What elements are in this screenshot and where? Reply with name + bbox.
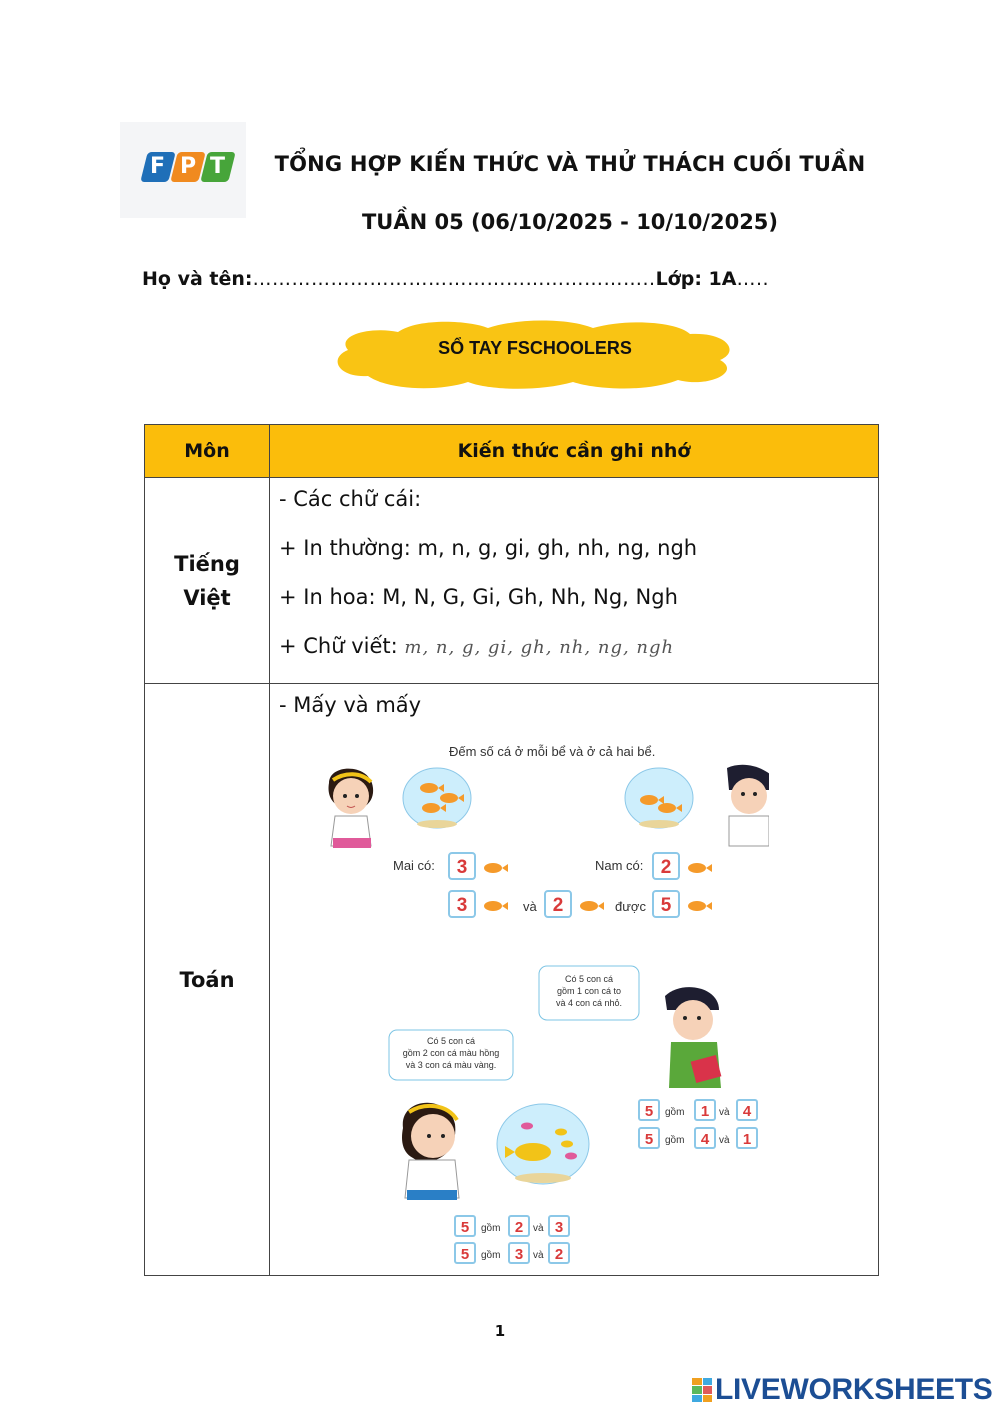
eq-num: 3	[514, 1246, 524, 1263]
fpt-logo	[120, 122, 246, 218]
page-number: 1	[494, 1322, 506, 1340]
sum-a: 3	[456, 895, 468, 916]
eq-va: và	[533, 1223, 544, 1234]
content-line: + In thường: m, n, g, gi, gh, nh, ng, ngh	[279, 536, 698, 560]
fish-bowl-left-icon	[403, 768, 471, 828]
eq-num: 5	[460, 1246, 470, 1263]
illus-caption: Đếm số cá ở mỗi bể và ở cả hai bể.	[449, 744, 656, 759]
small-fish-icon	[688, 863, 712, 873]
banner-label: SỔ TAY FSCHOOLERS	[438, 338, 632, 358]
bubble-girl-line: gồm 2 con cá màu hồng	[402, 1048, 500, 1058]
eq-gom: gồm	[481, 1223, 501, 1234]
small-fish-icon	[580, 901, 604, 911]
boy-equations	[639, 1100, 757, 1148]
page-title: TỔNG HỢP KIẾN THỨC VÀ THỬ THÁCH CUỐI TUẦN	[274, 152, 866, 176]
table-row-toan	[145, 684, 879, 1276]
content-line: - Các chữ cái:	[279, 487, 422, 511]
content-line-script	[279, 631, 870, 680]
content-line: + In hoa: M, N, G, Gi, Gh, Nh, Ng, Ngh	[279, 585, 678, 609]
subject-toan: Toán	[145, 684, 270, 1276]
fish-bowl-big-icon	[497, 1104, 589, 1184]
knowledge-table	[144, 424, 879, 1276]
nam-label: Nam có:	[595, 858, 644, 873]
mai-label: Mai có:	[393, 858, 435, 873]
eq-va: và	[719, 1135, 730, 1146]
eq-va: và	[533, 1250, 544, 1261]
eq-num: 4	[742, 1103, 752, 1120]
bubble-boy-line: Có 5 con cá	[564, 974, 614, 984]
boy-with-book-icon	[665, 987, 721, 1088]
liveworksheets-logo	[692, 1373, 993, 1407]
small-fish-icon	[688, 901, 712, 911]
table-row-tieng-viet	[145, 478, 879, 684]
eq-num: 5	[644, 1131, 654, 1148]
eq-num: 5	[644, 1103, 654, 1120]
eq-num: 3	[554, 1219, 564, 1236]
small-fish-icon	[484, 901, 508, 911]
eq-num: 4	[700, 1131, 710, 1148]
content-line: - Mấy và mấy	[279, 693, 422, 717]
liveworksheets-icon	[692, 1378, 712, 1402]
class-label: Lớp: 1A	[655, 268, 737, 290]
sum-and: và	[523, 899, 537, 914]
illustration-art	[309, 728, 769, 1268]
content-toan	[270, 684, 879, 1276]
eq-num: 2	[514, 1219, 524, 1236]
girl-thinking-icon	[402, 1103, 459, 1200]
fish-bowl-right-icon	[625, 768, 693, 828]
bubble-girl-line: và 3 con cá màu vàng.	[405, 1060, 497, 1070]
bubble-boy-line: và 4 con cá nhỏ.	[555, 998, 623, 1008]
mai-count: 3	[456, 857, 468, 878]
eq-gom: gồm	[665, 1135, 685, 1146]
content-tieng-viet	[270, 478, 879, 684]
name-field[interactable]: ……………………………………………………..	[252, 268, 656, 290]
table-header-row	[145, 425, 879, 478]
eq-num: 5	[460, 1219, 470, 1236]
subject-line: Tiếng	[174, 551, 240, 576]
eq-va: và	[719, 1107, 730, 1118]
logo-letter-t: T	[200, 152, 235, 182]
subject-tieng-viet	[145, 478, 270, 684]
sum-total: 5	[660, 895, 672, 916]
eq-num: 2	[554, 1246, 564, 1263]
math-illustration	[309, 728, 769, 1268]
bubble-girl-line: Có 5 con cá	[426, 1036, 476, 1046]
small-fish-icon	[484, 863, 508, 873]
header-knowledge: Kiến thức cần ghi nhớ	[270, 425, 879, 478]
subject-line: Việt	[183, 585, 231, 610]
bubble-boy-line: gồm 1 con cá to	[556, 986, 622, 996]
nam-count: 2	[660, 857, 672, 878]
script-label: + Chữ viết:	[279, 634, 398, 658]
eq-num: 1	[700, 1103, 710, 1120]
student-info-line	[142, 268, 769, 290]
eq-gom: gồm	[481, 1250, 501, 1261]
brand-text: LIVEWORKSHEETS	[715, 1373, 993, 1406]
boy-character-icon	[727, 765, 769, 846]
eq-num: 1	[742, 1131, 752, 1148]
sum-b: 2	[552, 895, 564, 916]
logo-letter-f: F	[140, 152, 175, 182]
sum-get: được	[615, 899, 646, 914]
name-label: Họ và tên:	[142, 268, 253, 290]
logo-letter-p: P	[170, 152, 205, 182]
girl-equations	[455, 1216, 569, 1263]
week-title: TUẦN 05 (06/10/2025 - 10/10/2025)	[361, 210, 779, 234]
header-subject: Môn	[145, 425, 270, 478]
eq-gom: gồm	[665, 1107, 685, 1118]
class-field[interactable]: …..	[736, 268, 770, 290]
cursive-letters: m, n, g, gi, gh, nh, ng, ngh	[404, 637, 675, 658]
girl-character-icon	[329, 769, 374, 848]
